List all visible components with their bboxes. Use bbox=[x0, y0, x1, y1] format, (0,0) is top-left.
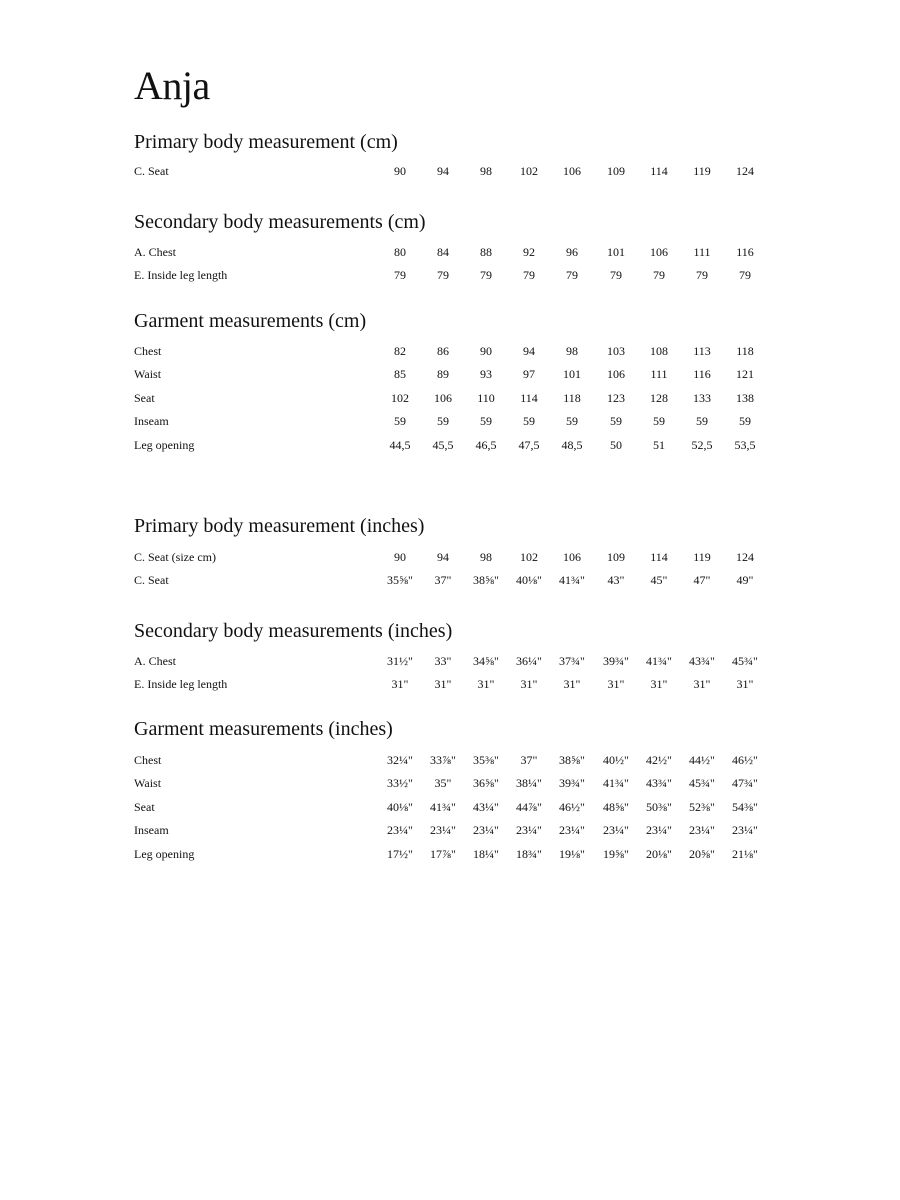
table-cell: 38⅝" bbox=[559, 753, 585, 767]
table-cell: 31½" bbox=[387, 654, 413, 668]
table-cell: 23¼" bbox=[689, 823, 715, 837]
table-cell: 52,5 bbox=[691, 438, 713, 452]
table-cell: 31" bbox=[650, 677, 668, 691]
table-cell: 47" bbox=[693, 573, 711, 587]
table-cell: 59 bbox=[696, 414, 708, 428]
table-cell: 18¾" bbox=[516, 847, 542, 861]
table-cell: 43¾" bbox=[689, 654, 715, 668]
table-cell: 79 bbox=[566, 268, 578, 282]
row-label: Inseam bbox=[134, 414, 169, 428]
table-cell: 37¾" bbox=[559, 654, 585, 668]
table-cell: 59 bbox=[653, 414, 665, 428]
table-cell: 50⅜" bbox=[646, 800, 672, 814]
table-cell: 23¼" bbox=[387, 823, 413, 837]
table-cell: 97 bbox=[523, 367, 535, 381]
table-cell: 37" bbox=[434, 573, 452, 587]
table-cell: 23¼" bbox=[516, 823, 542, 837]
row-label: Leg opening bbox=[134, 847, 195, 861]
table-cell: 98 bbox=[480, 164, 492, 178]
table-cell: 59 bbox=[394, 414, 406, 428]
table-cell: 23¼" bbox=[430, 823, 456, 837]
table-cell: 45" bbox=[650, 573, 668, 587]
table-cell: 90 bbox=[480, 344, 492, 358]
table-cell: 50 bbox=[610, 438, 622, 452]
table-cell: 59 bbox=[739, 414, 751, 428]
table-cell: 106 bbox=[563, 550, 581, 564]
table-cell: 86 bbox=[437, 344, 449, 358]
table-cell: 41¾" bbox=[430, 800, 456, 814]
table-cell: 46,5 bbox=[475, 438, 497, 452]
row-label: Chest bbox=[134, 753, 162, 767]
table-row-waist-inches bbox=[134, 774, 774, 792]
table-cell: 43" bbox=[607, 573, 625, 587]
table-row-waist-cm bbox=[134, 365, 774, 383]
table-cell: 110 bbox=[477, 391, 495, 405]
table-row-c-seat-inches bbox=[134, 571, 774, 589]
table-cell: 45¾" bbox=[732, 654, 758, 668]
table-row-inseam-inches bbox=[134, 821, 774, 839]
table-cell: 59 bbox=[610, 414, 622, 428]
table-cell: 101 bbox=[563, 367, 581, 381]
table-row-chest-cm bbox=[134, 342, 774, 360]
table-cell: 54⅜" bbox=[732, 800, 758, 814]
table-cell: 93 bbox=[480, 367, 492, 381]
table-cell: 124 bbox=[736, 550, 754, 564]
table-cell: 34⅝" bbox=[473, 654, 499, 668]
table-cell: 109 bbox=[607, 164, 625, 178]
table-cell: 121 bbox=[736, 367, 754, 381]
table-cell: 18¼" bbox=[473, 847, 499, 861]
table-cell: 59 bbox=[480, 414, 492, 428]
table-row-chest-inches bbox=[134, 751, 774, 769]
table-cell: 94 bbox=[437, 164, 449, 178]
table-cell: 49" bbox=[736, 573, 754, 587]
table-cell: 106 bbox=[434, 391, 452, 405]
table-cell: 39¾" bbox=[603, 654, 629, 668]
table-cell: 59 bbox=[523, 414, 535, 428]
table-cell: 31" bbox=[391, 677, 409, 691]
table-cell: 79 bbox=[523, 268, 535, 282]
table-cell: 103 bbox=[607, 344, 625, 358]
row-label: A. Chest bbox=[134, 654, 176, 668]
table-cell: 44⅞" bbox=[516, 800, 542, 814]
table-cell: 79 bbox=[653, 268, 665, 282]
table-cell: 23¼" bbox=[603, 823, 629, 837]
table-cell: 114 bbox=[520, 391, 538, 405]
table-cell: 128 bbox=[650, 391, 668, 405]
table-cell: 106 bbox=[563, 164, 581, 178]
table-cell: 33⅞" bbox=[430, 753, 456, 767]
table-cell: 80 bbox=[394, 245, 406, 259]
row-label: Leg opening bbox=[134, 438, 195, 452]
table-cell: 51 bbox=[653, 438, 665, 452]
table-cell: 119 bbox=[693, 550, 711, 564]
table-cell: 43¾" bbox=[646, 776, 672, 790]
table-cell: 102 bbox=[520, 550, 538, 564]
table-cell: 123 bbox=[607, 391, 625, 405]
row-label: C. Seat bbox=[134, 573, 169, 587]
table-cell: 109 bbox=[607, 550, 625, 564]
table-cell: 31" bbox=[607, 677, 625, 691]
table-cell: 90 bbox=[394, 164, 406, 178]
section-title-primary-cm: Primary body measurement (cm) bbox=[134, 131, 398, 153]
table-cell: 96 bbox=[566, 245, 578, 259]
table-cell: 113 bbox=[693, 344, 711, 358]
table-cell: 119 bbox=[693, 164, 711, 178]
table-cell: 41¾" bbox=[559, 573, 585, 587]
row-label: C. Seat bbox=[134, 164, 169, 178]
table-row-c-seat-cm bbox=[134, 162, 774, 180]
section-title-secondary-cm: Secondary body measurements (cm) bbox=[134, 211, 426, 233]
table-cell: 114 bbox=[650, 164, 668, 178]
table-cell: 138 bbox=[736, 391, 754, 405]
row-label: E. Inside leg length bbox=[134, 677, 228, 691]
table-cell: 38⅝" bbox=[473, 573, 499, 587]
table-cell: 31" bbox=[520, 677, 538, 691]
table-cell: 39¾" bbox=[559, 776, 585, 790]
table-cell: 31" bbox=[736, 677, 754, 691]
table-cell: 20⅛" bbox=[646, 847, 672, 861]
table-cell: 106 bbox=[650, 245, 668, 259]
row-label: A. Chest bbox=[134, 245, 176, 259]
table-cell: 84 bbox=[437, 245, 449, 259]
table-cell: 48⅝" bbox=[603, 800, 629, 814]
section-title-primary-inches: Primary body measurement (inches) bbox=[134, 515, 425, 537]
table-row-e-inside-leg-cm bbox=[134, 266, 774, 284]
table-cell: 116 bbox=[693, 367, 711, 381]
section-title-secondary-inches: Secondary body measurements (inches) bbox=[134, 620, 453, 642]
table-cell: 23¼" bbox=[732, 823, 758, 837]
table-cell: 19⅝" bbox=[603, 847, 629, 861]
table-cell: 53,5 bbox=[734, 438, 756, 452]
table-cell: 17⅞" bbox=[430, 847, 456, 861]
table-cell: 21⅛" bbox=[732, 847, 758, 861]
table-cell: 20⅝" bbox=[689, 847, 715, 861]
row-label: Seat bbox=[134, 391, 155, 405]
table-cell: 41¾" bbox=[646, 654, 672, 668]
table-cell: 46½" bbox=[732, 753, 758, 767]
table-cell: 101 bbox=[607, 245, 625, 259]
section-title-garment-cm: Garment measurements (cm) bbox=[134, 310, 367, 332]
table-cell: 98 bbox=[566, 344, 578, 358]
table-cell: 79 bbox=[739, 268, 751, 282]
table-cell: 116 bbox=[736, 245, 754, 259]
table-cell: 79 bbox=[480, 268, 492, 282]
table-row-a-chest-cm bbox=[134, 243, 774, 261]
table-cell: 111 bbox=[693, 245, 711, 259]
row-label: Waist bbox=[134, 367, 162, 381]
table-cell: 82 bbox=[394, 344, 406, 358]
table-cell: 48,5 bbox=[561, 438, 583, 452]
table-cell: 111 bbox=[650, 367, 668, 381]
table-cell: 40⅛" bbox=[387, 800, 413, 814]
table-cell: 44,5 bbox=[389, 438, 411, 452]
table-row-leg-opening-cm bbox=[134, 436, 774, 454]
table-cell: 85 bbox=[394, 367, 406, 381]
table-row-e-inside-leg-inches bbox=[134, 675, 774, 693]
table-cell: 106 bbox=[607, 367, 625, 381]
table-cell: 46½" bbox=[559, 800, 585, 814]
table-cell: 47,5 bbox=[518, 438, 540, 452]
table-cell: 32¼" bbox=[387, 753, 413, 767]
table-cell: 98 bbox=[480, 550, 492, 564]
page-title: Anja bbox=[134, 63, 210, 108]
table-cell: 23¼" bbox=[559, 823, 585, 837]
table-row-seat-inches bbox=[134, 798, 774, 816]
table-cell: 31" bbox=[693, 677, 711, 691]
table-cell: 23¼" bbox=[646, 823, 672, 837]
table-cell: 41¾" bbox=[603, 776, 629, 790]
table-cell: 108 bbox=[650, 344, 668, 358]
table-cell: 40½" bbox=[603, 753, 629, 767]
table-cell: 38¼" bbox=[516, 776, 542, 790]
table-cell: 36¼" bbox=[516, 654, 542, 668]
row-label: Seat bbox=[134, 800, 155, 814]
table-cell: 35⅜" bbox=[473, 753, 499, 767]
table-cell: 102 bbox=[520, 164, 538, 178]
table-cell: 23¼" bbox=[473, 823, 499, 837]
table-row-c-seat-size-cm bbox=[134, 548, 774, 566]
table-cell: 59 bbox=[437, 414, 449, 428]
table-cell: 59 bbox=[566, 414, 578, 428]
table-cell: 31" bbox=[563, 677, 581, 691]
table-cell: 19⅛" bbox=[559, 847, 585, 861]
table-cell: 44½" bbox=[689, 753, 715, 767]
row-label: C. Seat (size cm) bbox=[134, 550, 216, 564]
section-title-garment-inches: Garment measurements (inches) bbox=[134, 718, 393, 740]
table-cell: 35⅝" bbox=[387, 573, 413, 587]
table-cell: 133 bbox=[693, 391, 711, 405]
table-cell: 79 bbox=[437, 268, 449, 282]
table-cell: 88 bbox=[480, 245, 492, 259]
row-label: E. Inside leg length bbox=[134, 268, 228, 282]
table-cell: 94 bbox=[437, 550, 449, 564]
table-cell: 52⅜" bbox=[689, 800, 715, 814]
table-cell: 43¼" bbox=[473, 800, 499, 814]
table-cell: 124 bbox=[736, 164, 754, 178]
table-cell: 47¾" bbox=[732, 776, 758, 790]
table-cell: 89 bbox=[437, 367, 449, 381]
table-cell: 31" bbox=[477, 677, 495, 691]
table-cell: 94 bbox=[523, 344, 535, 358]
table-cell: 102 bbox=[391, 391, 409, 405]
table-cell: 114 bbox=[650, 550, 668, 564]
table-row-a-chest-inches bbox=[134, 652, 774, 670]
table-cell: 40⅛" bbox=[516, 573, 542, 587]
table-cell: 35" bbox=[434, 776, 452, 790]
table-row-inseam-cm bbox=[134, 412, 774, 430]
table-row-seat-cm bbox=[134, 389, 774, 407]
table-cell: 31" bbox=[434, 677, 452, 691]
table-cell: 33½" bbox=[387, 776, 413, 790]
row-label: Inseam bbox=[134, 823, 169, 837]
table-cell: 79 bbox=[610, 268, 622, 282]
table-row-leg-opening-inches bbox=[134, 845, 774, 863]
table-cell: 92 bbox=[523, 245, 535, 259]
table-cell: 79 bbox=[394, 268, 406, 282]
table-cell: 45,5 bbox=[432, 438, 454, 452]
row-label: Chest bbox=[134, 344, 162, 358]
table-cell: 36⅝" bbox=[473, 776, 499, 790]
table-cell: 17½" bbox=[387, 847, 413, 861]
table-cell: 42½" bbox=[646, 753, 672, 767]
table-cell: 118 bbox=[736, 344, 754, 358]
table-cell: 118 bbox=[563, 391, 581, 405]
table-cell: 90 bbox=[394, 550, 406, 564]
table-cell: 37" bbox=[520, 753, 538, 767]
row-label: Waist bbox=[134, 776, 162, 790]
table-cell: 79 bbox=[696, 268, 708, 282]
table-cell: 33" bbox=[434, 654, 452, 668]
table-cell: 45¾" bbox=[689, 776, 715, 790]
